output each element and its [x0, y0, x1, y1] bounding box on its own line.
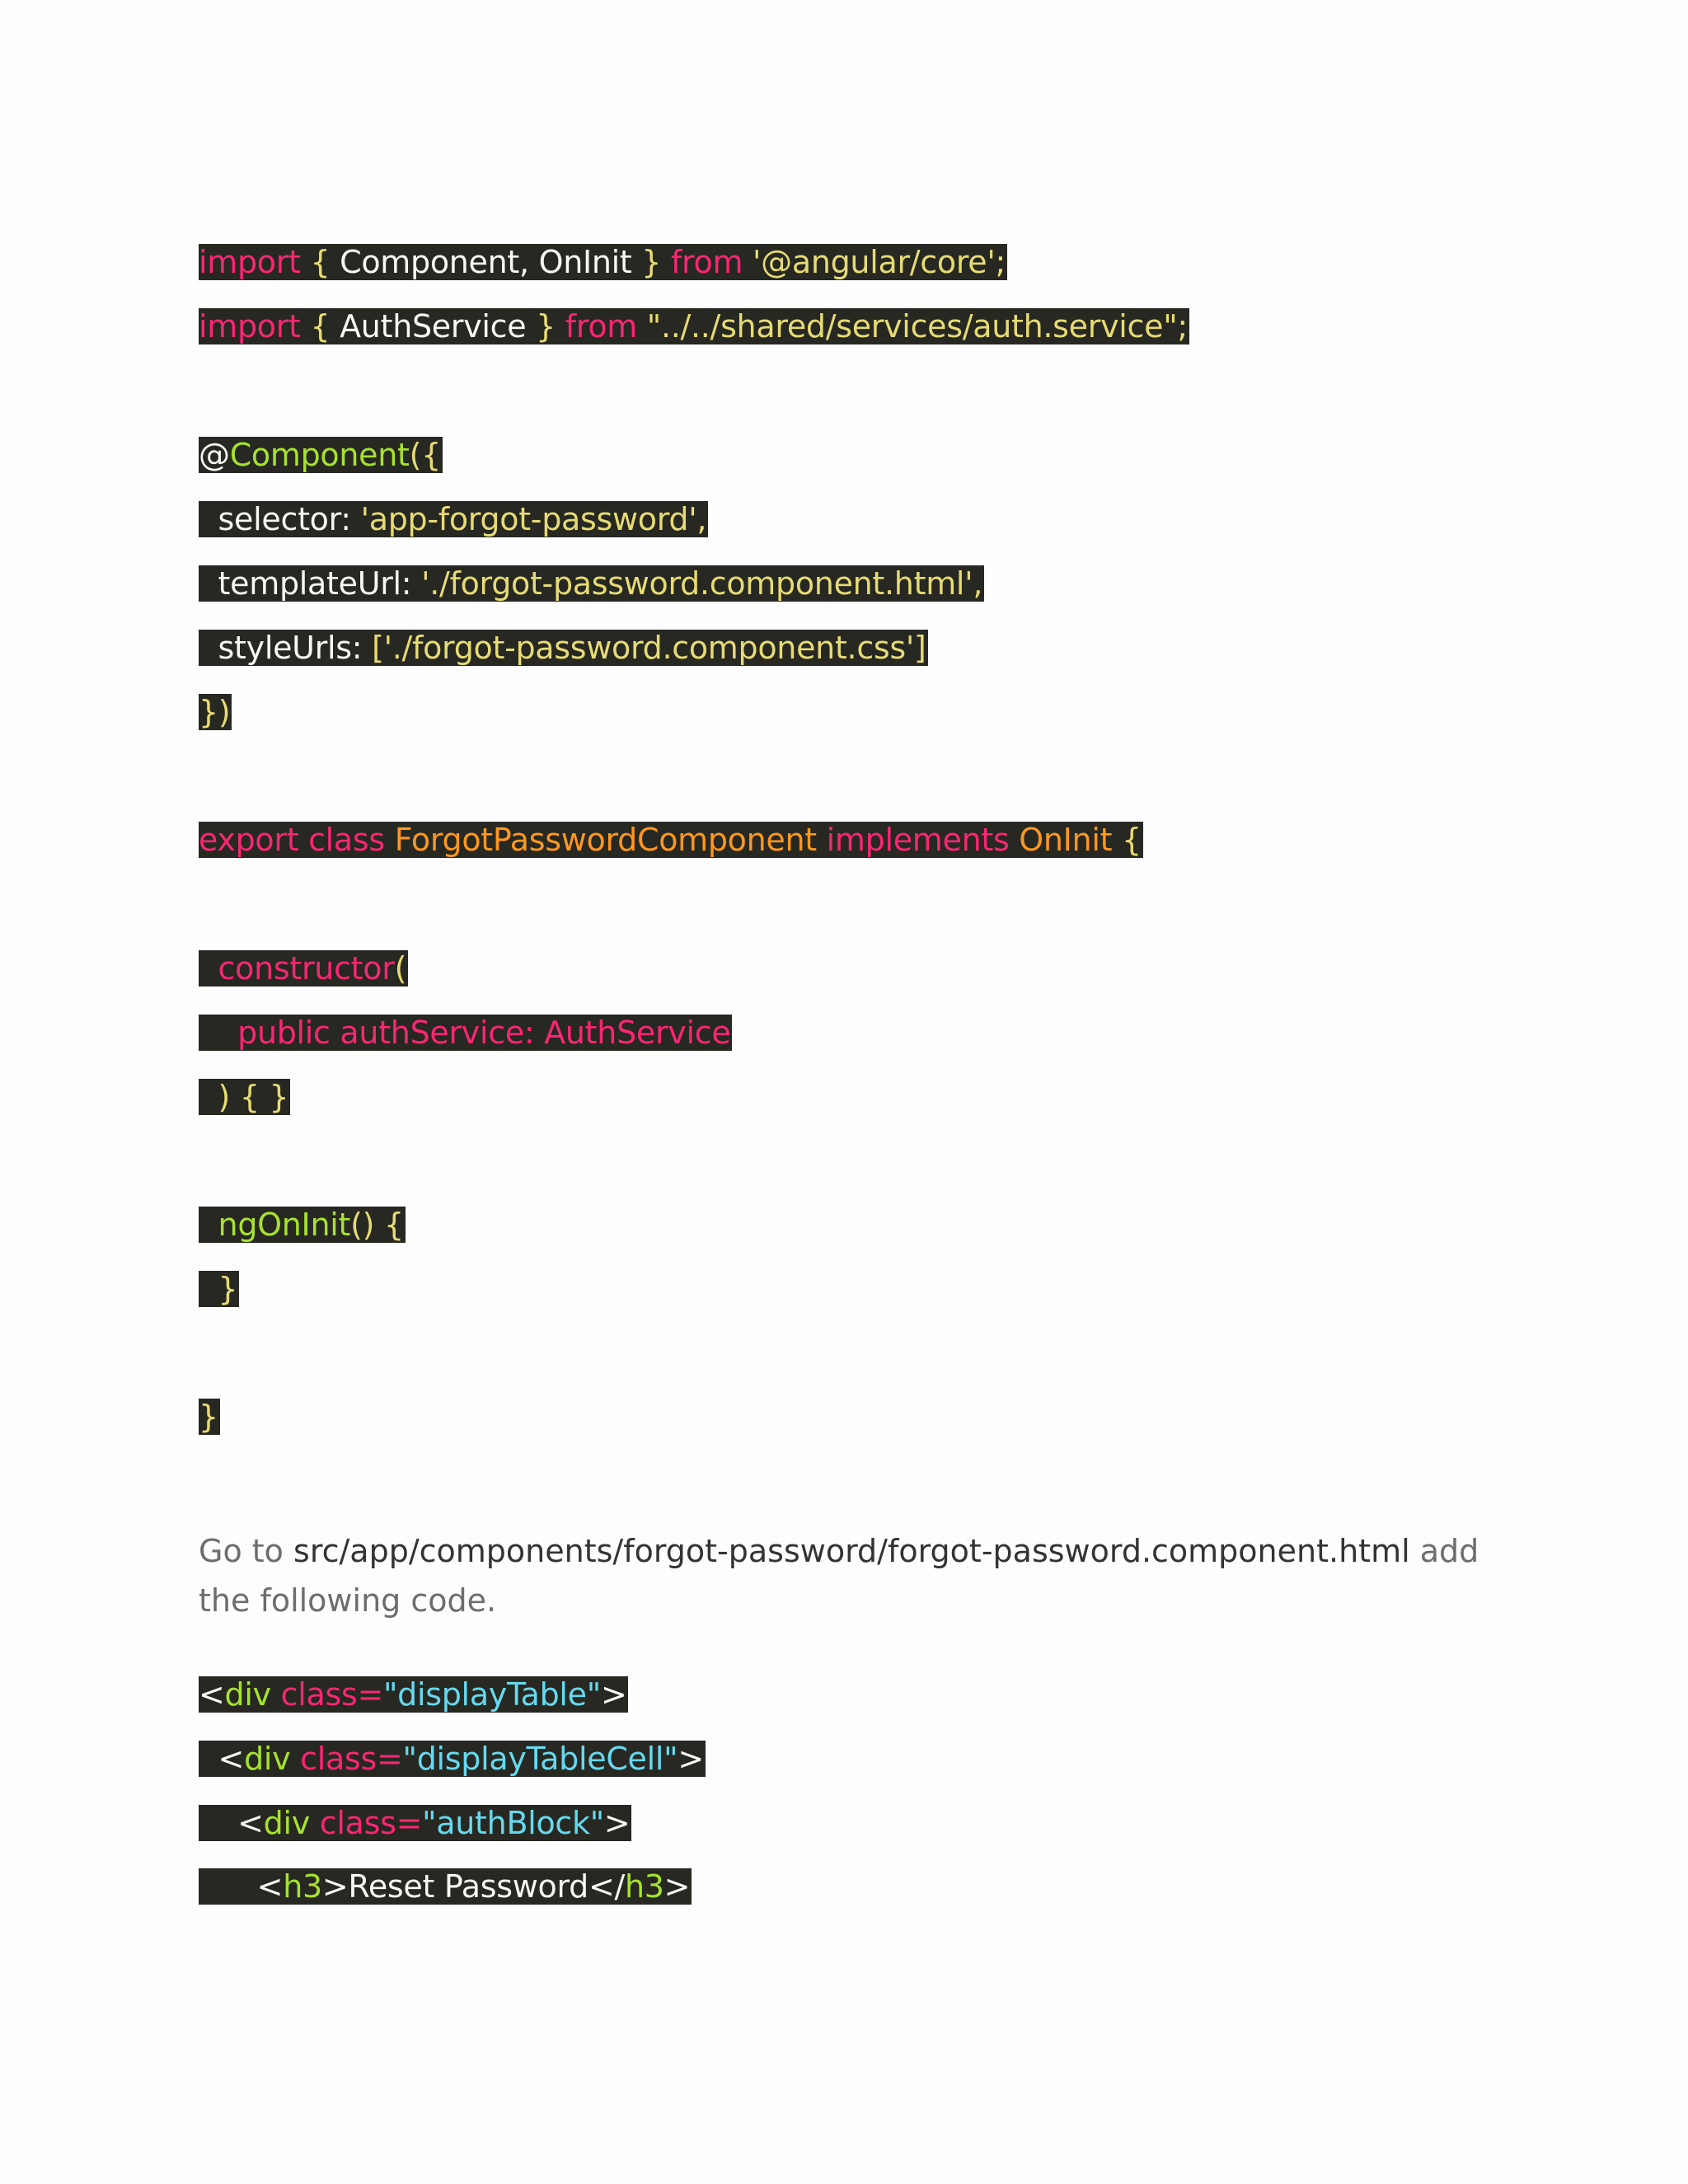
code-line-text: [199, 244, 1007, 280]
code-token: <: [199, 1741, 245, 1777]
instruction-paragraph: [199, 1526, 1534, 1625]
code-line: [199, 1672, 628, 1717]
code-line-text: [199, 950, 408, 987]
code-line: [199, 1010, 732, 1055]
instruction-prefix: Go to: [199, 1533, 294, 1569]
code-token: public authService: AuthService: [199, 1015, 731, 1051]
code-token: @: [199, 437, 230, 473]
code-line: [199, 626, 928, 670]
instruction-suffix: add the following code.: [199, 1533, 1479, 1619]
code-token: 'app-forgot-password',: [360, 501, 707, 537]
code-token: {: [300, 244, 340, 280]
code-token: () {: [350, 1207, 404, 1243]
code-token: {: [300, 308, 340, 344]
code-token: from: [670, 244, 743, 280]
code-token: }: [631, 244, 671, 280]
code-line-text: [199, 1271, 239, 1307]
code-line: [199, 1267, 239, 1311]
code-token: "displayTableCell": [402, 1741, 678, 1777]
code-token: >: [600, 1676, 627, 1713]
code-line: [199, 1202, 406, 1247]
code-token: "../../shared/services/auth.service";: [636, 308, 1188, 344]
code-line: [199, 1075, 290, 1119]
code-token: <: [199, 1805, 264, 1841]
code-token: Component, OnInit: [340, 244, 632, 280]
code-line-text: [199, 1676, 628, 1713]
code-token: h3: [625, 1868, 664, 1905]
code-line-text: [199, 630, 928, 666]
file-path: src/app/components/forgot-password/forgot-password.component.html: [293, 1533, 1410, 1569]
code-token: >: [678, 1741, 704, 1777]
code-token: import: [199, 308, 301, 344]
code-token: import: [199, 244, 301, 280]
code-line-text: [199, 1079, 290, 1115]
code-line: [199, 1864, 692, 1909]
code-token: constructor: [199, 950, 395, 987]
code-token: div: [244, 1741, 291, 1777]
code-token: OnInit: [1019, 822, 1113, 858]
code-token: div: [263, 1805, 310, 1841]
code-token: <: [199, 1868, 284, 1905]
code-token: ) { }: [199, 1079, 289, 1115]
code-line-text: [199, 501, 708, 537]
code-line: [199, 1801, 631, 1845]
code-token: '@angular/core';: [743, 244, 1006, 280]
code-token: "displayTable": [382, 1676, 601, 1713]
code-line-text: [199, 565, 984, 602]
code-line: [199, 304, 1189, 349]
code-line-text: [199, 1805, 631, 1841]
code-line-text: [199, 437, 443, 473]
code-token: <: [199, 1676, 225, 1713]
code-token: >: [663, 1868, 691, 1905]
code-token: ForgotPasswordComponent: [394, 822, 817, 858]
code-token: }): [199, 694, 231, 730]
code-token: }: [526, 308, 565, 344]
code-token: ngOnInit: [199, 1207, 351, 1243]
code-token: from: [565, 308, 637, 344]
code-token: Component: [229, 437, 410, 473]
code-token: >Reset Password</: [321, 1868, 625, 1905]
code-token: }: [199, 1271, 238, 1307]
code-line-text: [199, 308, 1189, 344]
code-token: class=: [270, 1676, 383, 1713]
code-line: [199, 497, 708, 541]
code-line: [199, 433, 443, 477]
code-line: [199, 240, 1007, 284]
code-line: [199, 561, 984, 606]
code-token: './forgot-password.component.html',: [421, 565, 983, 602]
code-token: export class: [199, 822, 395, 858]
code-line: [199, 818, 1143, 862]
code-line: [199, 690, 232, 734]
code-token: implements: [816, 822, 1020, 858]
code-token: ['./forgot-password.component.css']: [372, 630, 926, 666]
code-token: class=: [290, 1741, 403, 1777]
code-token: (: [394, 950, 407, 987]
code-token: selector:: [199, 501, 361, 537]
code-token: templateUrl:: [199, 565, 422, 602]
code-line-text: [199, 822, 1143, 858]
code-token: "authBlock": [422, 1805, 604, 1841]
code-token: >: [603, 1805, 631, 1841]
code-line-text: [199, 1015, 732, 1051]
code-line: [199, 1736, 706, 1781]
code-token: }: [199, 1399, 218, 1435]
code-token: styleUrls:: [199, 630, 373, 666]
code-line-text: [199, 1868, 692, 1905]
code-token: h3: [283, 1868, 322, 1905]
code-line-text: [199, 1741, 706, 1777]
code-token: {: [1112, 822, 1142, 858]
code-line-text: [199, 694, 232, 730]
code-line-text: [199, 1399, 220, 1435]
code-token: ({: [409, 437, 442, 473]
code-line-text: [199, 1207, 406, 1243]
code-token: div: [224, 1676, 271, 1713]
code-token: class=: [309, 1805, 423, 1841]
code-line: [199, 946, 408, 991]
code-line: [199, 1394, 220, 1439]
code-token: AuthService: [340, 308, 527, 344]
